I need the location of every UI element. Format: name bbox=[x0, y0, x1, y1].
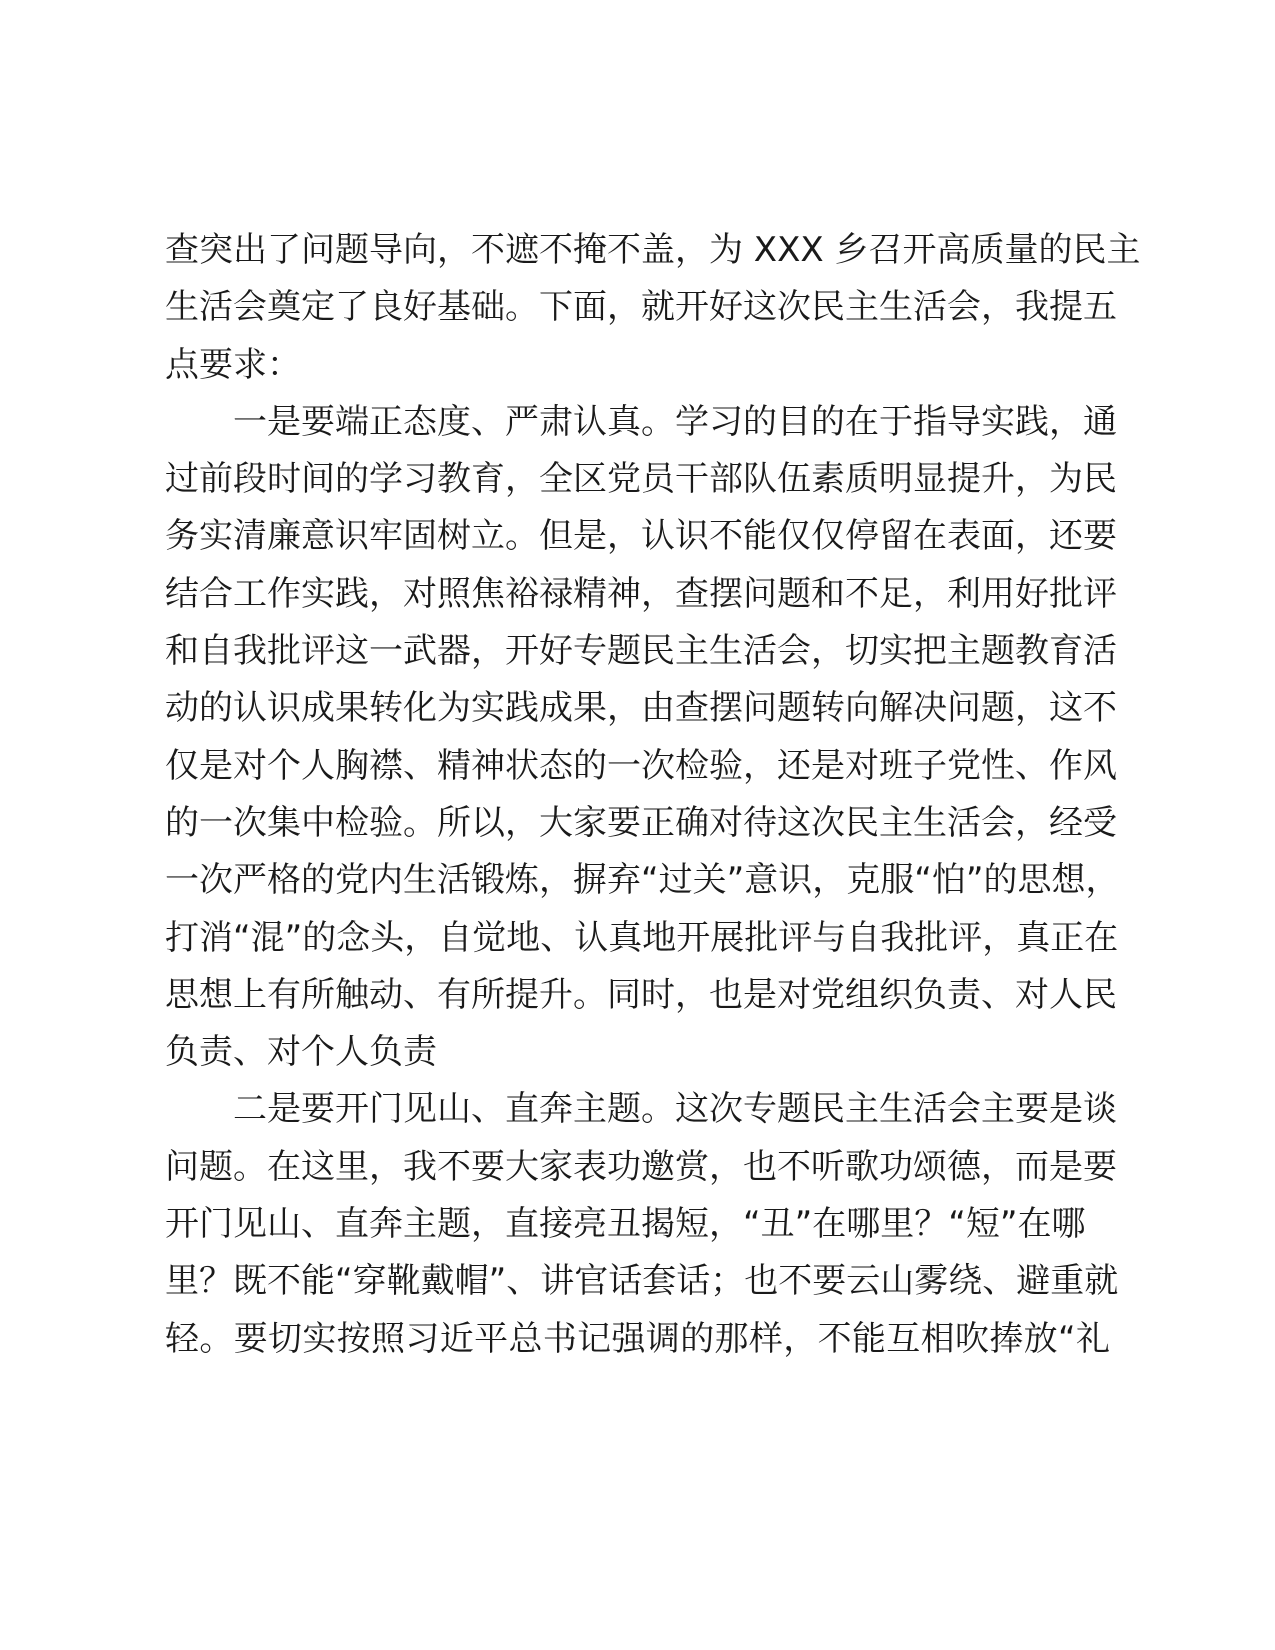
text-line: 一次严格的党内生活锻炼，摒弃“过关”意识，克服“怕”的思想， bbox=[165, 860, 1120, 901]
paragraph-first-line: 一是要端正态度、严肃认真。学习的目的在于指导实践，通 bbox=[233, 401, 1117, 442]
text-line: 点要求： bbox=[165, 344, 301, 385]
text-line: 的一次集中检验。所以，大家要正确对待这次民主生活会，经受 bbox=[165, 802, 1117, 843]
text-line: 开门见山、直奔主题，直接亮丑揭短，“丑”在哪里？“短”在哪 bbox=[165, 1204, 1086, 1245]
text-line: 查突出了问题导向，不遮不掩不盖，为 XXX 乡召开高质量的民主 bbox=[165, 230, 1141, 270]
text-line: 里？既不能“穿靴戴帽”、讲官话套话；也不要云山雾绕、避重就 bbox=[165, 1261, 1119, 1302]
text-line: 问题。在这里，我不要大家表功邀赏，也不听歌功颂德，而是要 bbox=[165, 1146, 1117, 1187]
text-line: 结合工作实践，对照焦裕禄精神，查摆问题和不足，利用好批评 bbox=[165, 573, 1117, 614]
text-line: 仅是对个人胸襟、精神状态的一次检验，还是对班子党性、作风 bbox=[165, 745, 1117, 786]
text-line: 负责、对个人负责 bbox=[165, 1032, 437, 1073]
text-line: 轻。要切实按照习近平总书记强调的那样，不能互相吹捧放“礼 bbox=[165, 1318, 1110, 1359]
text-line: 动的认识成果转化为实践成果，由查摆问题转向解决问题，这不 bbox=[165, 688, 1117, 729]
text-line: 和自我批评这一武器，开好专题民主生活会，切实把主题教育活 bbox=[165, 631, 1117, 672]
text-line: 生活会奠定了良好基础。下面，就开好这次民主生活会，我提五 bbox=[165, 287, 1117, 328]
text-line: 思想上有所触动、有所提升。同时，也是对党组织负责、对人民 bbox=[165, 974, 1117, 1015]
text-line: 务实清廉意识牢固树立。但是，认识不能仅仅停留在表面，还要 bbox=[165, 516, 1117, 557]
document-body bbox=[165, 222, 1141, 1368]
paragraph-first-line: 二是要开门见山、直奔主题。这次专题民主生活会主要是谈 bbox=[233, 1089, 1117, 1130]
text-line: 过前段时间的学习教育，全区党员干部队伍素质明显提升，为民 bbox=[165, 459, 1117, 500]
text-line: 打消“混”的念头，自觉地、认真地开展批评与自我批评，真正在 bbox=[165, 917, 1119, 958]
